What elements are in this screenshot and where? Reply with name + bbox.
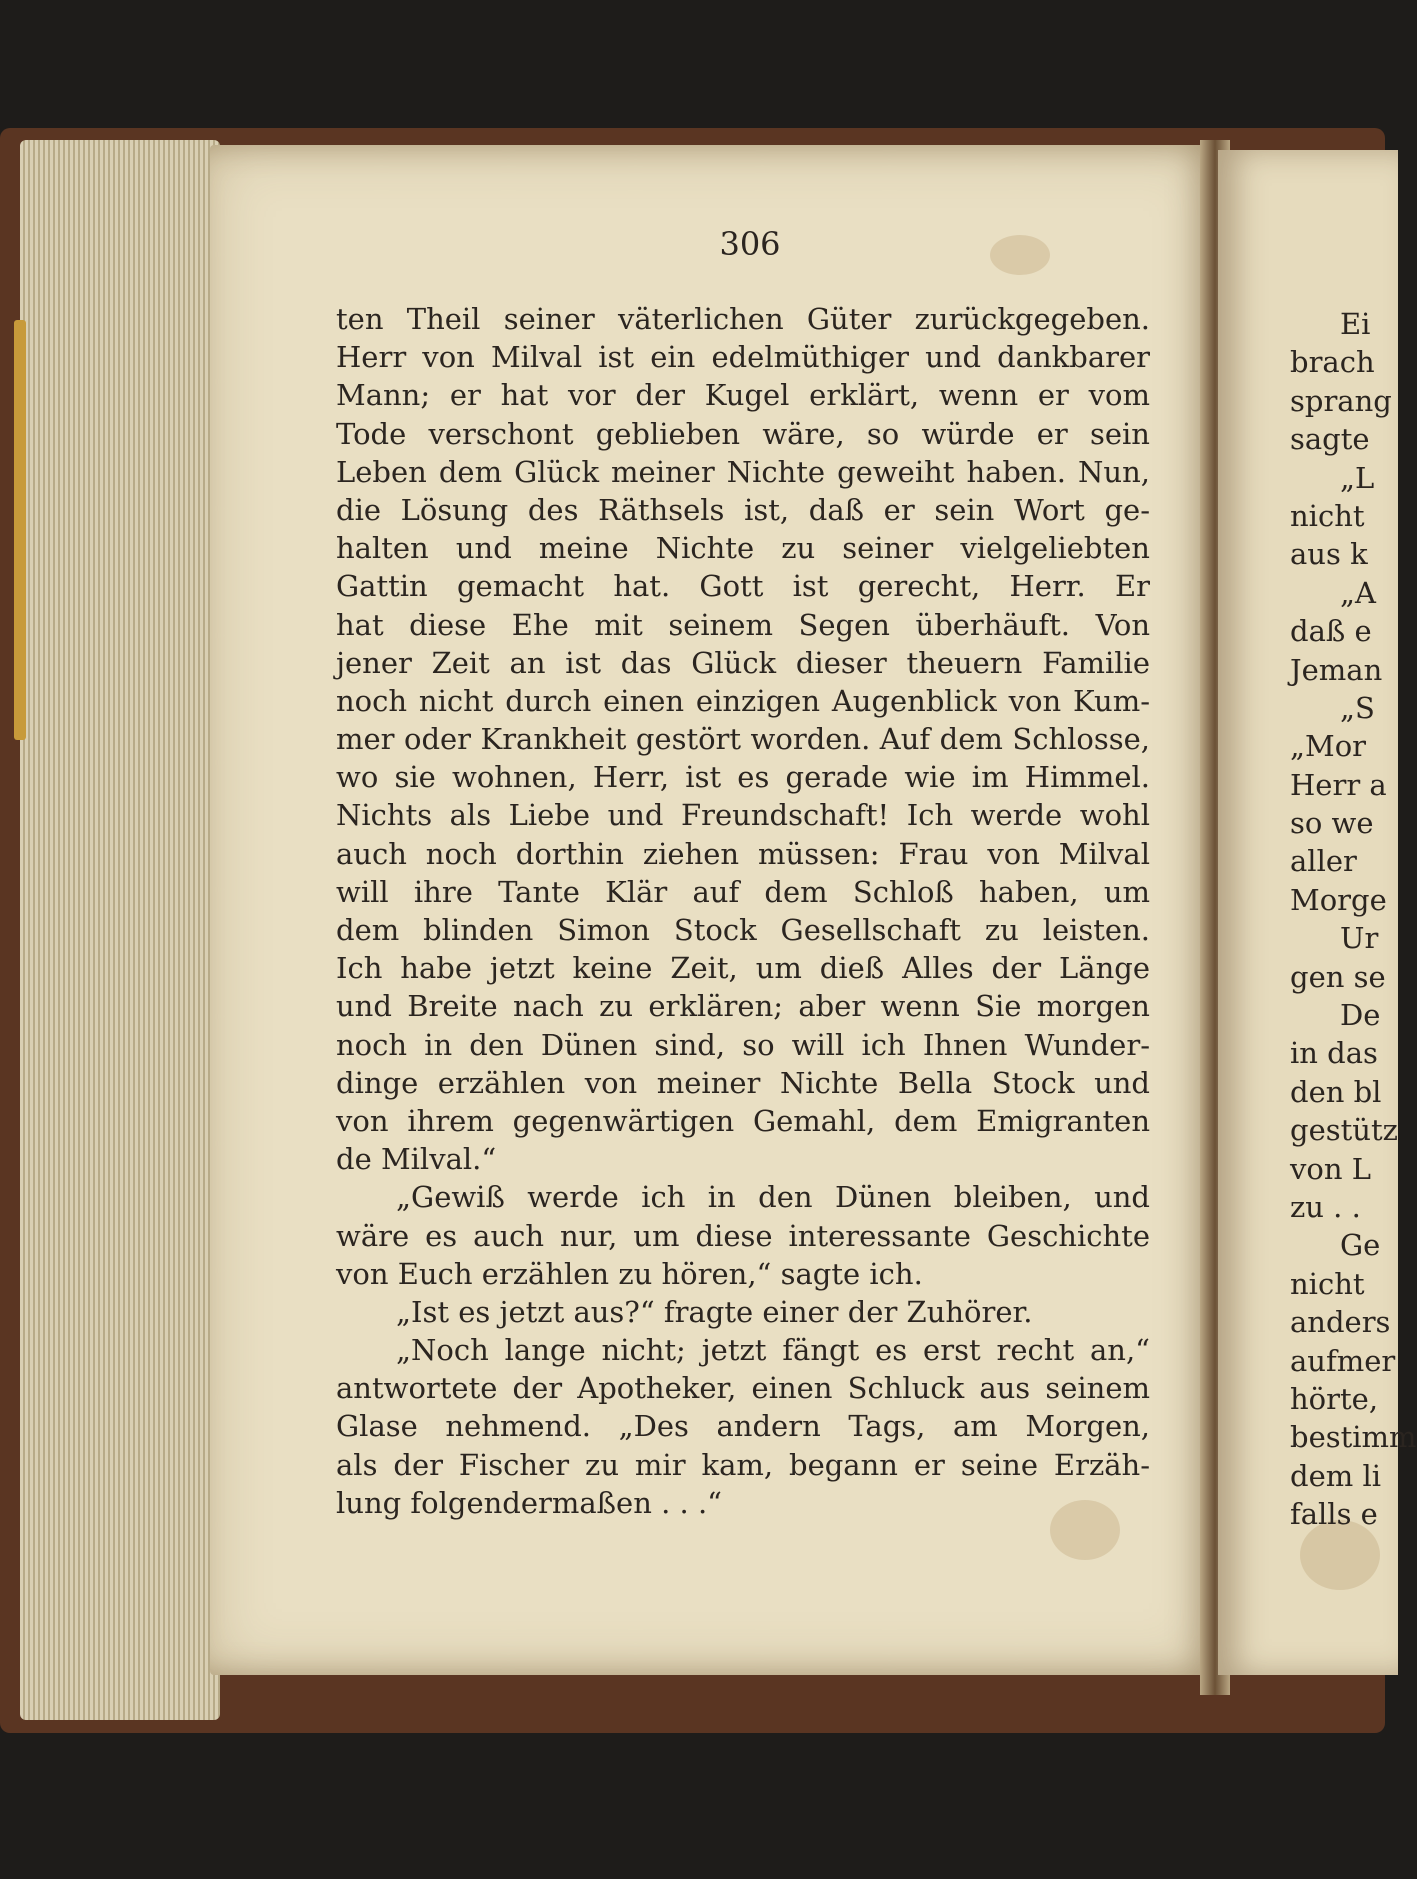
text-line: de Milval.“ — [336, 1142, 497, 1177]
facing-text-line: zu . . — [1290, 1189, 1361, 1224]
text-line: ten Theil seiner väterlichen Güter zurückgegeben. — [336, 302, 1150, 336]
text-line: wäre es auch nur, um diese interessante Geschichte — [336, 1218, 1150, 1253]
text-line: hat diese Ehe mit seinem Segen überhäuft. Von — [336, 607, 1150, 642]
text-line: die Lösung des Räthsels ist, daß er sein Wort ge- — [336, 492, 1150, 527]
text-line: mer oder Krankheit gestört worden. Auf dem Schlosse, — [336, 722, 1150, 757]
facing-text-line: aller — [1290, 844, 1357, 879]
facing-text-line: Ur — [1340, 921, 1379, 956]
text-line: halten und meine Nichte zu seiner vielgeliebten — [336, 531, 1150, 566]
text-line: dem blinden Simon Stock Gesellschaft zu leisten. — [336, 913, 1150, 947]
text-line: noch nicht durch einen einzigen Augenblick von Kum- — [336, 683, 1150, 718]
facing-text-line: nicht — [1290, 1266, 1365, 1301]
text-line: lung folgendermaßen . . .“ — [336, 1485, 723, 1520]
facing-text-line: nicht — [1290, 498, 1365, 533]
text-line: Nichts als Liebe und Freundschaft! Ich werde wohl — [336, 798, 1150, 833]
facing-text-line: den bl — [1290, 1074, 1382, 1109]
facing-text-line: so we — [1290, 806, 1374, 841]
text-line: Ich habe jetzt keine Zeit, um dieß Alles der Länge — [336, 951, 1150, 986]
facing-text-line: „A — [1340, 575, 1376, 610]
facing-text-line: Jeman — [1290, 652, 1383, 687]
text-line: Herr von Milval ist ein edelmüthiger und dankbarer — [336, 340, 1150, 375]
facing-text-line: De — [1340, 998, 1381, 1033]
facing-text-line: anders — [1290, 1305, 1391, 1340]
page-text — [336, 300, 1150, 1522]
text-line: und Breite nach zu erklären; aber wenn Sie morgen — [336, 989, 1150, 1024]
text-line: auch noch dorthin ziehen müssen: Frau von Milval — [336, 836, 1150, 871]
text-line: von Euch erzählen zu hören,“ sagte ich. — [336, 1256, 923, 1291]
text-line: Mann; er hat vor der Kugel erklärt, wenn er vom — [336, 378, 1150, 413]
text-line: Gattin gemacht hat. Gott ist gerecht, Herr. Er — [336, 569, 1150, 604]
facing-text-line: brach — [1290, 345, 1375, 380]
text-line: Tode verschont geblieben wäre, so würde er sein — [336, 416, 1150, 451]
facing-text-line: „L — [1340, 460, 1375, 495]
facing-text-line: Ge — [1340, 1228, 1381, 1263]
facing-text-line: Ei — [1340, 307, 1371, 341]
facing-text-line: Morge — [1290, 882, 1387, 917]
text-line: will ihre Tante Klär auf dem Schloß haben, um — [336, 874, 1150, 909]
facing-text-line: daß e — [1290, 614, 1372, 649]
facing-text-line: bestimm — [1290, 1420, 1417, 1455]
facing-text-line: von L — [1290, 1151, 1371, 1186]
text-line: „Gewiß werde ich in den Dünen bleiben, und — [396, 1180, 1150, 1215]
bookmark-strip — [14, 320, 26, 740]
text-line: noch in den Dünen sind, so will ich Ihnen Wunder- — [336, 1027, 1150, 1062]
text-line: von ihrem gegenwärtigen Gemahl, dem Emigranten — [336, 1103, 1150, 1138]
facing-text-line: gestütz — [1290, 1113, 1398, 1148]
text-line: dinge erzählen von meiner Nichte Bella Stock und — [336, 1065, 1150, 1100]
facing-text-line: hörte, — [1290, 1381, 1379, 1416]
text-line: Leben dem Glück meiner Nichte geweiht haben. Nun, — [336, 454, 1150, 489]
text-line: als der Fischer zu mir kam, begann er seine Erzäh- — [336, 1447, 1150, 1482]
text-line: Glase nehmend. „Des andern Tags, am Morgen, — [336, 1409, 1150, 1444]
facing-text-line: in das — [1290, 1036, 1378, 1071]
text-line: „Noch lange nicht; jetzt fängt es erst recht an,“ — [396, 1333, 1150, 1368]
paper-stain — [990, 235, 1050, 275]
facing-text-line: dem li — [1290, 1458, 1381, 1493]
facing-text-line: gen se — [1290, 959, 1386, 994]
facing-text-line: Herr a — [1290, 767, 1387, 802]
facing-text-line: aufmer — [1290, 1343, 1396, 1378]
facing-text-line: sprang — [1290, 383, 1392, 418]
page-number: 306 — [719, 225, 781, 263]
text-line: „Ist es jetzt aus?“ fragte einer der Zuhörer. — [396, 1294, 1033, 1329]
facing-text-line: aus k — [1290, 537, 1368, 572]
facing-text-line: sagte — [1290, 422, 1370, 457]
facing-text-line: „Mor — [1290, 729, 1367, 764]
text-line: wo sie wohnen, Herr, ist es gerade wie im Himmel. — [336, 760, 1150, 795]
page-edges — [20, 140, 220, 1720]
facing-page-text — [1290, 305, 1417, 1534]
text-line: jener Zeit an ist das Glück dieser theuern Familie — [336, 645, 1150, 680]
facing-text-line: falls e — [1290, 1497, 1378, 1532]
facing-text-line: „S — [1340, 690, 1375, 725]
text-line: antwortete der Apotheker, einen Schluck aus seinem — [336, 1371, 1150, 1406]
